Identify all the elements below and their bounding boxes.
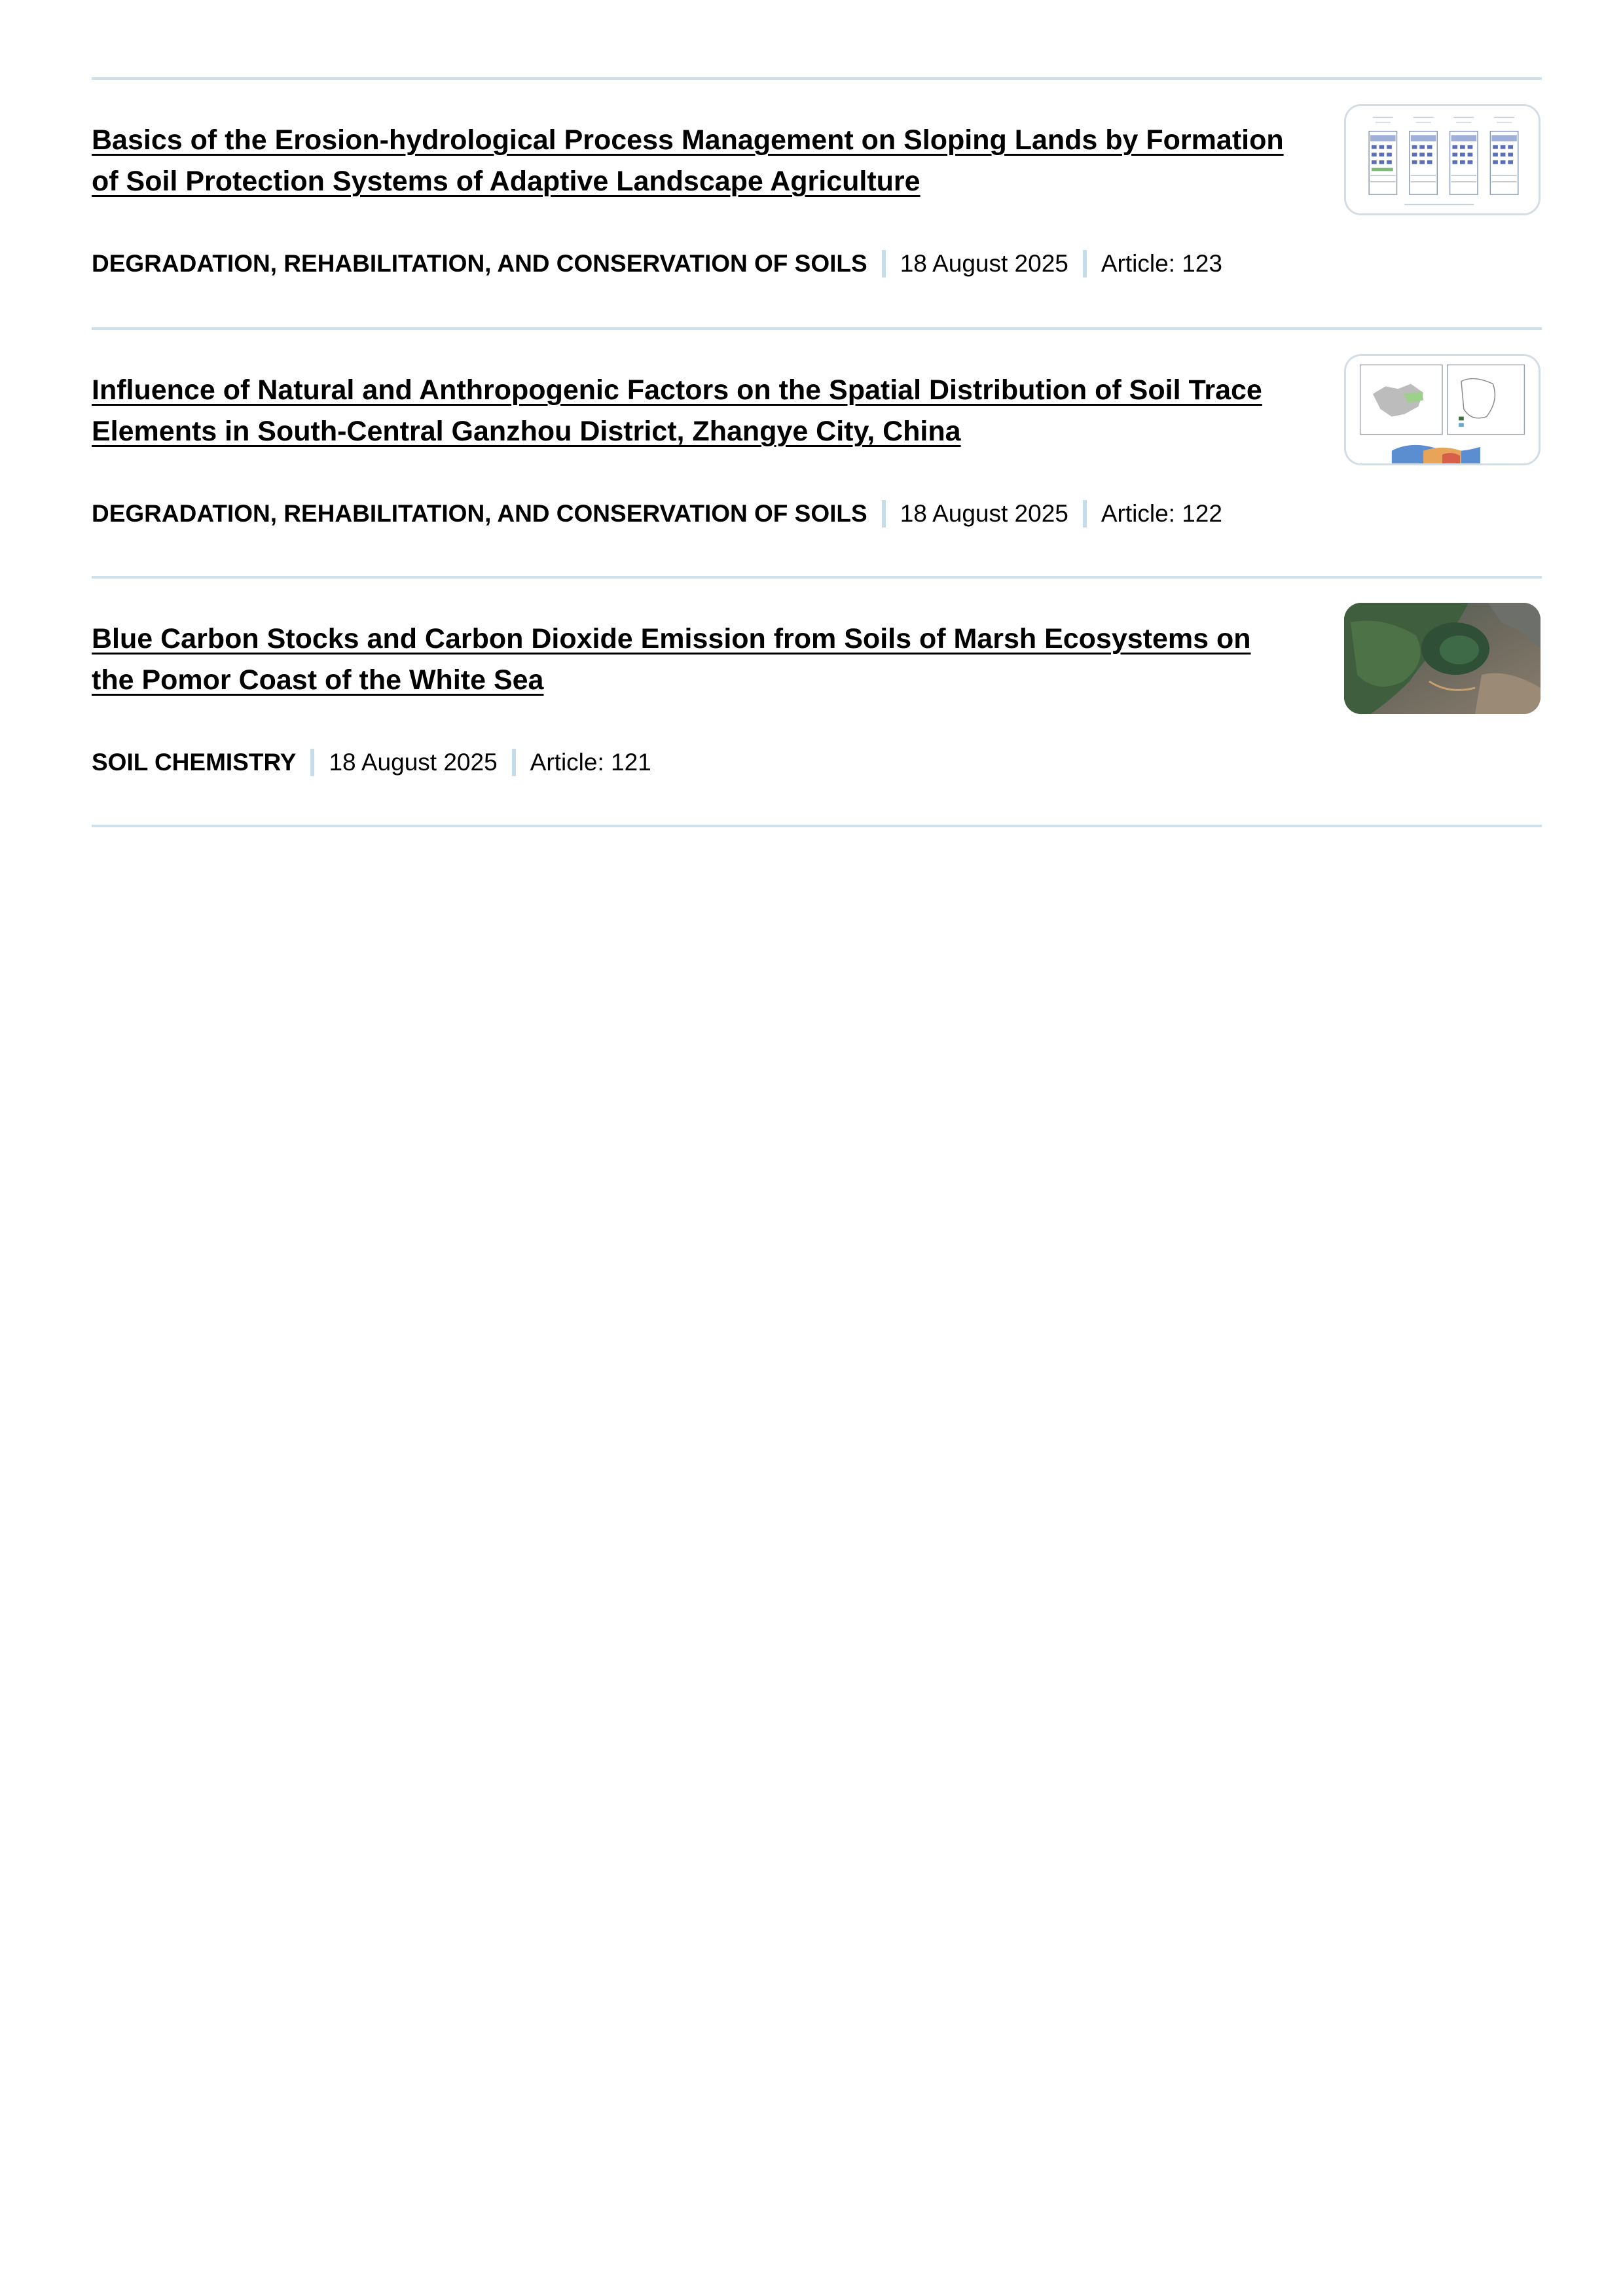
article-item	[92, 619, 1542, 867]
meta-separator	[1083, 500, 1087, 528]
article-meta	[92, 244, 1222, 283]
meta-separator	[882, 500, 886, 528]
article-item	[92, 370, 1542, 619]
article-title-link[interactable]: Influence of Natural and Anthropogenic Factors on the Spatial Distribution of Soil Trace Elements in South-Central Ganzhou District, Zhangye City, China	[92, 374, 1262, 447]
figure-thumbnail-table-diagram-icon	[1346, 106, 1539, 213]
article-meta	[92, 494, 1222, 533]
divider	[92, 77, 1542, 80]
article-title-link[interactable]: Blue Carbon Stocks and Carbon Dioxide Emission from Soils of Marsh Ecosystems on the Pomor Coast of the White Sea	[92, 623, 1251, 696]
figure-thumbnail-map-icon	[1346, 356, 1539, 463]
meta-separator	[1083, 250, 1087, 278]
figure-thumbnail-satellite-photo-icon	[1344, 603, 1541, 714]
article-section-link[interactable]: DEGRADATION, REHABILITATION, AND CONSERVATION OF SOILS	[92, 250, 867, 277]
article-meta	[92, 743, 651, 782]
divider	[92, 825, 1542, 827]
article-date: 18 August 2025	[329, 749, 498, 776]
article-section-link[interactable]: DEGRADATION, REHABILITATION, AND CONSERVATION OF SOILS	[92, 500, 867, 527]
article-thumbnail[interactable]	[1344, 104, 1541, 215]
meta-separator	[512, 749, 516, 776]
article-thumbnail[interactable]	[1344, 603, 1541, 714]
meta-separator	[882, 250, 886, 278]
article-number: Article: 121	[530, 749, 651, 776]
article-number: Article: 122	[1101, 500, 1222, 527]
article-thumbnail[interactable]	[1344, 354, 1541, 465]
article-title-link[interactable]: Basics of the Erosion-hydrological Process Management on Sloping Lands by Formation of Soil Protection Systems of Adaptive Landscape Agriculture	[92, 124, 1284, 197]
divider	[92, 327, 1542, 330]
divider	[92, 576, 1542, 579]
meta-separator	[310, 749, 314, 776]
article-number: Article: 123	[1101, 250, 1222, 277]
article-date: 18 August 2025	[900, 250, 1068, 277]
article-section-link[interactable]: SOIL CHEMISTRY	[92, 749, 297, 776]
article-date: 18 August 2025	[900, 500, 1068, 527]
article-item	[92, 120, 1542, 368]
